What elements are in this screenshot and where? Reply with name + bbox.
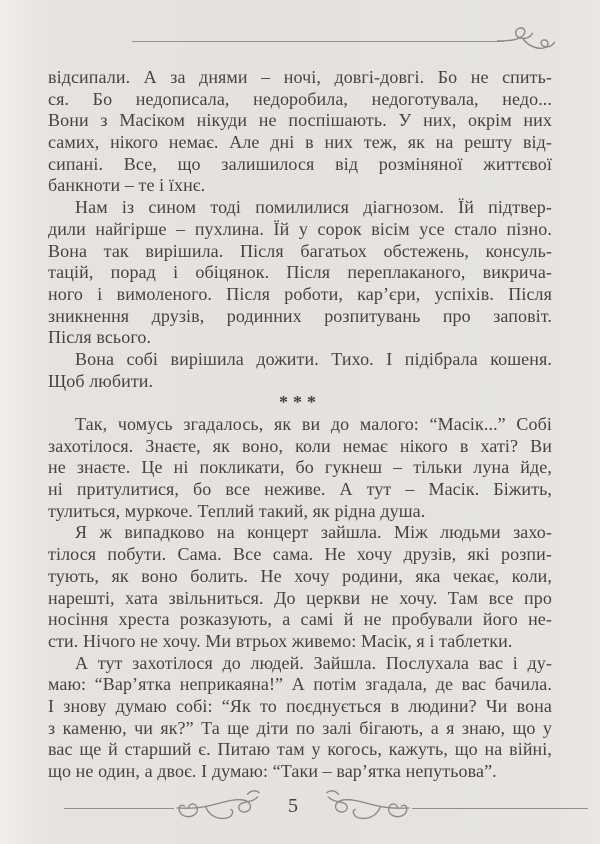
text-line: захотілося. Знаєте, як воно, коли немає нікого в хаті? Ви — [48, 435, 552, 456]
text-line: що не один, а двоє. І думаю: “Таки – вар’ятка непутьова”. — [48, 761, 497, 781]
top-rule — [132, 41, 504, 42]
text-line: Вона так вирішила. Після багатьох обстежень, консуль- — [48, 240, 552, 261]
text-line: не знаєте. Це ні покликати, бо гукнеш – тільки луна йде, — [48, 457, 552, 478]
text-line: носіння хреста розказують, а самі й не пробували його не- — [48, 609, 552, 630]
text-line: тацій, порад і обіцянок. Після переплаканого, викрича- — [48, 262, 552, 283]
text-line: самих, нікого немає. Але дні в них теж, як на решту від- — [48, 132, 552, 153]
text-line: тулиться, муркоче. Теплий такий, як рідна душа. — [48, 500, 426, 521]
text-line: маю: “Вар’ятка неприкаяна!” А потім згадала, де вас бачила. — [48, 674, 552, 695]
text-line: дили найгірше – пухлина. Їй у сорок вісім усе стало пізно. — [48, 218, 552, 239]
text-line: відсипали. А за днями – ночі, довгі-довгі. Бо не спить- — [48, 67, 552, 87]
text-line: вас ще й старший є. Питаю там у когось, кажуть, що на війні, — [48, 739, 552, 760]
text-line: Вона собі вирішила дожити. Тихо. І підібрала кошеня. — [75, 348, 552, 369]
text-line: А тут захотілося до людей. Зайшла. Послухала вас і ду- — [75, 652, 552, 673]
text-line: сти. Нічого не хочу. Ми втрьох живемо: Масік, я і таблетки. — [48, 630, 513, 651]
text-line: Щоб любити. — [48, 370, 154, 391]
text-line: ся. Бо недописала, недоробила, недоготувала, недо... — [48, 88, 552, 109]
text-line: Після всього. — [48, 327, 152, 348]
top-flourish-icon — [497, 27, 559, 61]
text-line: з каменю, чи як?” Та ще діти по залі бігають, а я знаю, що у — [48, 717, 552, 738]
text-line: Я ж випадково на концерт зайшла. Між людьми захо- — [75, 522, 552, 543]
section-separator: *** — [279, 392, 321, 413]
text-line: ні притулитися, бо все неживе. А тут – Масік. Біжить, — [48, 479, 552, 500]
text-line: Вони з Масіком нікуди не поспішають. У них, окрім них — [48, 110, 552, 131]
text-line: сипані. Все, що залишилося від розміняної життєвої — [48, 153, 552, 174]
text-line: банкноти – те і їхнє. — [48, 175, 206, 196]
page-number: 5 — [288, 794, 298, 817]
text-line: Так, чомусь згадалось, як ви до малого: “Масік...” Собі — [75, 414, 552, 434]
text-line: тілося побути. Сама. Все сама. Не хочу друзів, які розпи- — [48, 544, 552, 565]
text-line: тують, як воно болить. Не хочу родини, яка чекає, коли, — [48, 565, 552, 586]
footer-rule-right — [412, 808, 588, 809]
footer-flourish-right-icon — [322, 787, 412, 829]
text-line: ного і вимоленого. Після роботи, кар’єри, успіхів. Після — [48, 283, 552, 304]
page-text — [48, 67, 552, 783]
text-line: І знову думаю собі: “Як то поєднується в людини? Чи вона — [48, 695, 552, 716]
text-line: нарешті, хата звільниться. До церкви не хочу. Там все про — [48, 587, 552, 608]
text-line: зникнення друзів, родинних розпитувань про заповіт. — [48, 305, 552, 326]
footer-flourish-left-icon — [174, 787, 264, 829]
text-line: Нам із сином тоді помилилися діагнозом. Їй підтвер- — [75, 197, 552, 218]
page-footer — [64, 786, 588, 830]
footer-rule-left — [64, 808, 174, 809]
